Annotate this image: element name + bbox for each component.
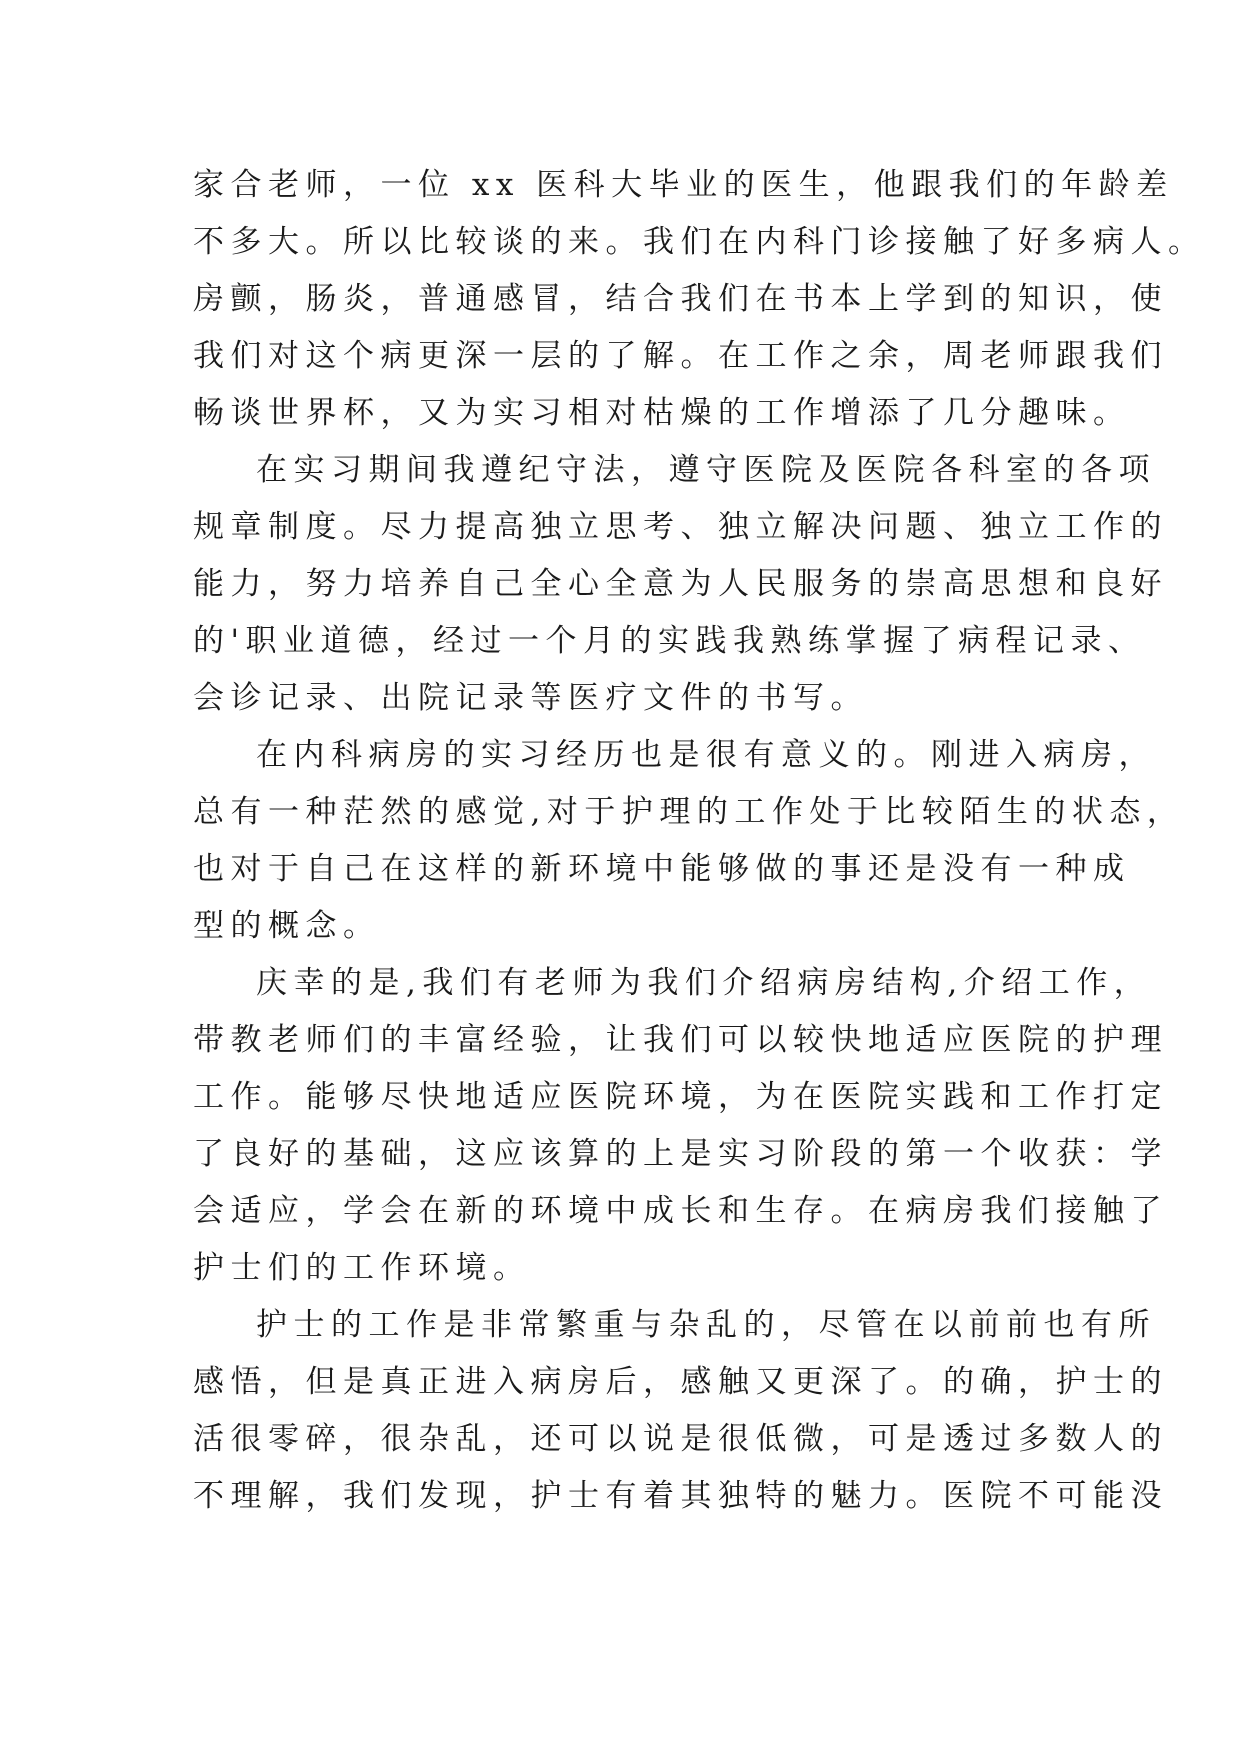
text-line: 房颤，肠炎，普通感冒，结合我们在书本上学到的知识，使 xyxy=(193,281,1168,317)
text-line: 了良好的基础，这应该算的上是实习阶段的第一个收获：学 xyxy=(193,1136,1168,1172)
text-line: 不理解，我们发现，护士有着其独特的魅力。医院不可能没 xyxy=(193,1478,1168,1514)
text-line: 感悟，但是真正进入病房后，感触又更深了。的确，护士的 xyxy=(193,1364,1168,1400)
text-line: 活很零碎，很杂乱，还可以说是很低微，可是透过多数人的 xyxy=(193,1421,1168,1457)
text-line: 总有一种茫然的感觉,对于护理的工作处于比较陌生的状态， xyxy=(193,794,1185,830)
text-line: 会适应，学会在新的环境中成长和生存。在病房我们接触了 xyxy=(193,1193,1168,1229)
text-line: 家合老师，一位 xx 医科大毕业的医生，他跟我们的年龄差 xyxy=(193,167,1174,203)
text-line: 护士们的工作环境。 xyxy=(193,1250,531,1286)
text-line: 工作。能够尽快地适应医院环境，为在医院实践和工作打定 xyxy=(193,1079,1168,1115)
text-line: 我们对这个病更深一层的了解。在工作之余，周老师跟我们 xyxy=(193,338,1168,374)
text-line: 会诊记录、出院记录等医疗文件的书写。 xyxy=(193,680,868,716)
paragraph-first-line: 在内科病房的实习经历也是很有意义的。刚进入病房， xyxy=(256,737,1156,773)
paragraph-first-line: 护士的工作是非常繁重与杂乱的，尽管在以前前也有所 xyxy=(256,1307,1156,1343)
text-line: 型的概念。 xyxy=(193,908,381,944)
text-line: 规章制度。尽力提高独立思考、独立解决问题、独立工作的 xyxy=(193,509,1168,545)
paragraph-first-line: 在实习期间我遵纪守法，遵守医院及医院各科室的各项 xyxy=(256,452,1156,488)
text-line: 也对于自己在这样的新环境中能够做的事还是没有一种成 xyxy=(193,851,1131,887)
text-line: 不多大。所以比较谈的来。我们在内科门诊接触了好多病人。 xyxy=(193,224,1206,260)
text-line: 畅谈世界杯，又为实习相对枯燥的工作增添了几分趣味。 xyxy=(193,395,1131,431)
text-line: 带教老师们的丰富经验，让我们可以较快地适应医院的护理 xyxy=(193,1022,1168,1058)
text-line: 能力，努力培养自己全心全意为人民服务的崇高思想和良好 xyxy=(193,566,1168,602)
paragraph-first-line: 庆幸的是,我们有老师为我们介绍病房结构,介绍工作， xyxy=(256,965,1152,1001)
text-line: 的'职业道德，经过一个月的实践我熟练掌握了病程记录、 xyxy=(193,623,1146,659)
